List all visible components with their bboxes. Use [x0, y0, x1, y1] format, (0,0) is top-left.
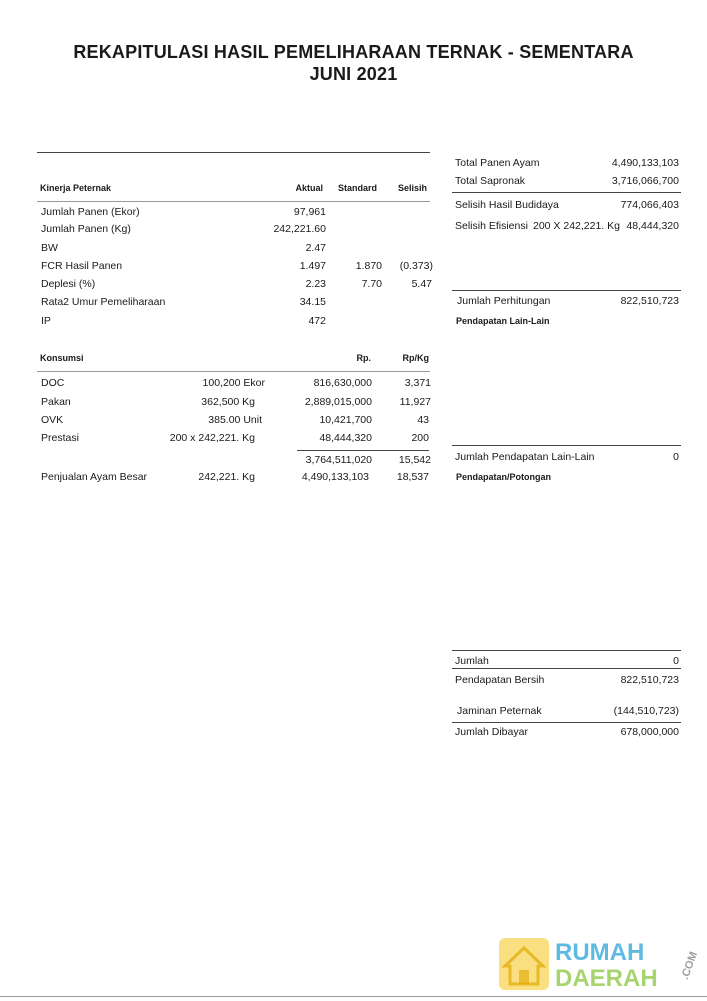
jumlah-perhitungan-label: Jumlah Perhitungan	[457, 295, 551, 307]
watermark-suffix: .COM	[678, 950, 701, 982]
konsumsi-row-rp: 10,421,700	[319, 414, 372, 426]
kinerja-row-aktual: 1.497	[299, 260, 326, 272]
selisih-efisiensi-value: 48,444,320	[626, 220, 679, 232]
konsumsi-row-label: Pakan	[41, 396, 71, 408]
kinerja-header-aktual: Aktual	[295, 183, 323, 193]
penjualan-rpkg: 18,537	[396, 471, 429, 483]
pendapatan-lain-heading: Pendapatan Lain-Lain	[456, 316, 550, 326]
jumlah-pendapatan-lain-label: Jumlah Pendapatan Lain-Lain	[455, 451, 595, 463]
konsumsi-row-label: OVK	[41, 414, 64, 426]
kinerja-row-aktual: 242,221.60	[273, 223, 326, 235]
kinerja-header-divider	[37, 201, 430, 202]
pendapatan-bersih-divider	[452, 668, 681, 669]
konsumsi-row-rpkg: 11,927	[399, 396, 431, 408]
house-door-icon	[519, 970, 529, 984]
kinerja-row-selisih: (0.373)	[399, 260, 433, 272]
pendapatan-potongan-heading: Pendapatan/Potongan	[456, 472, 552, 482]
konsumsi-row-rpkg: 43	[417, 414, 429, 426]
pendapatan-bersih-label: Pendapatan Bersih	[455, 674, 545, 686]
selisih-budidaya-value: 774,066,403	[620, 199, 679, 211]
top-divider	[37, 152, 430, 153]
jumlah-value: 0	[673, 655, 679, 667]
kinerja-row-standard: 7.70	[361, 278, 382, 290]
page-subtitle-period: JUNI 2021	[309, 64, 398, 84]
kinerja-row-label: IP	[41, 315, 51, 327]
page-title: REKAPITULASI HASIL PEMELIHARAAN TERNAK - SEMENTARA	[73, 42, 634, 62]
selisih-efisiensi-label: Selisih Efisiensi	[455, 220, 528, 232]
jaminan-value: (144,510,723)	[613, 705, 679, 717]
watermark-line1: RUMAH	[555, 939, 645, 966]
total-panen-value: 4,490,133,103	[611, 157, 679, 169]
jumlah-pendapatan-lain-value: 0	[673, 451, 679, 463]
kinerja-row-label: Deplesi (%)	[41, 278, 96, 290]
penjualan-label: Penjualan Ayam Besar	[41, 471, 148, 483]
konsumsi-total-rpkg: 15,542	[398, 454, 431, 466]
kinerja-header-selisih: Selisih	[398, 183, 428, 193]
watermark-line2: DAERAH	[555, 965, 658, 992]
konsumsi-row-rp: 2,889,015,000	[304, 396, 372, 408]
konsumsi-header-label: Konsumsi	[40, 353, 84, 363]
jumlah-label: Jumlah	[455, 655, 489, 667]
kinerja-row-aktual: 97,961	[293, 206, 326, 218]
jumlah-dibayar-divider	[452, 722, 681, 723]
konsumsi-row-rp: 48,444,320	[319, 432, 372, 444]
konsumsi-row-label: DOC	[41, 377, 65, 389]
kinerja-row-label: FCR Hasil Panen	[41, 260, 123, 272]
watermark-svg	[497, 934, 701, 996]
perhitungan-divider	[452, 290, 681, 291]
konsumsi-total-rp: 3,764,511,020	[305, 454, 372, 466]
konsumsi-header-rp: Rp.	[356, 353, 371, 363]
konsumsi-row-qty: 100,200 Ekor	[202, 377, 265, 389]
jumlah-dibayar-value: 678,000,000	[620, 726, 679, 738]
summary-divider	[452, 192, 681, 193]
konsumsi-total-divider	[297, 450, 429, 451]
konsumsi-row-rpkg: 3,371	[404, 377, 431, 389]
konsumsi-row-rpkg: 200	[411, 432, 429, 444]
konsumsi-row-qty: 200 x 242,221. Kg	[169, 432, 255, 444]
selisih-budidaya-label: Selisih Hasil Budidaya	[455, 199, 559, 211]
total-panen-label: Total Panen Ayam	[455, 157, 540, 169]
jumlah-divider	[452, 650, 681, 651]
kinerja-row-selisih: 5.47	[411, 278, 432, 290]
kinerja-header-standard: Standard	[338, 183, 378, 193]
kinerja-row-standard: 1.870	[355, 260, 382, 272]
pendapatan-lain-divider	[452, 445, 681, 446]
kinerja-row-label: BW	[41, 242, 58, 254]
kinerja-row-aktual: 2.47	[305, 242, 326, 254]
selisih-efisiensi-formula: 200 X 242,221. Kg	[533, 220, 620, 232]
total-sapronak-value: 3,716,066,700	[611, 175, 679, 187]
konsumsi-header-divider	[37, 371, 430, 372]
konsumsi-row-label: Prestasi	[41, 432, 79, 444]
konsumsi-header-rpkg: Rp/Kg	[402, 353, 429, 363]
kinerja-header-label: Kinerja Peternak	[40, 183, 112, 193]
kinerja-row-label: Jumlah Panen (Kg)	[41, 223, 131, 235]
kinerja-row-aktual: 34.15	[299, 296, 326, 308]
watermark-logo	[497, 934, 701, 994]
jumlah-perhitungan-value: 822,510,723	[620, 295, 679, 307]
kinerja-row-aktual: 2.23	[305, 278, 326, 290]
penjualan-rp: 4,490,133,103	[301, 471, 369, 483]
pendapatan-bersih-value: 822,510,723	[620, 674, 679, 686]
jaminan-label: Jaminan Peternak	[457, 705, 542, 717]
konsumsi-row-qty: 362,500 Kg	[201, 396, 255, 408]
bottom-divider	[0, 996, 707, 997]
kinerja-row-aktual: 472	[308, 315, 326, 327]
penjualan-qty: 242,221. Kg	[198, 471, 255, 483]
kinerja-row-label: Rata2 Umur Pemeliharaan	[41, 296, 166, 308]
konsumsi-row-rp: 816,630,000	[313, 377, 372, 389]
konsumsi-row-qty: 385.00 Unit	[208, 414, 262, 426]
kinerja-row-label: Jumlah Panen (Ekor)	[41, 206, 140, 218]
jumlah-dibayar-label: Jumlah Dibayar	[455, 726, 528, 738]
total-sapronak-label: Total Sapronak	[455, 175, 526, 187]
